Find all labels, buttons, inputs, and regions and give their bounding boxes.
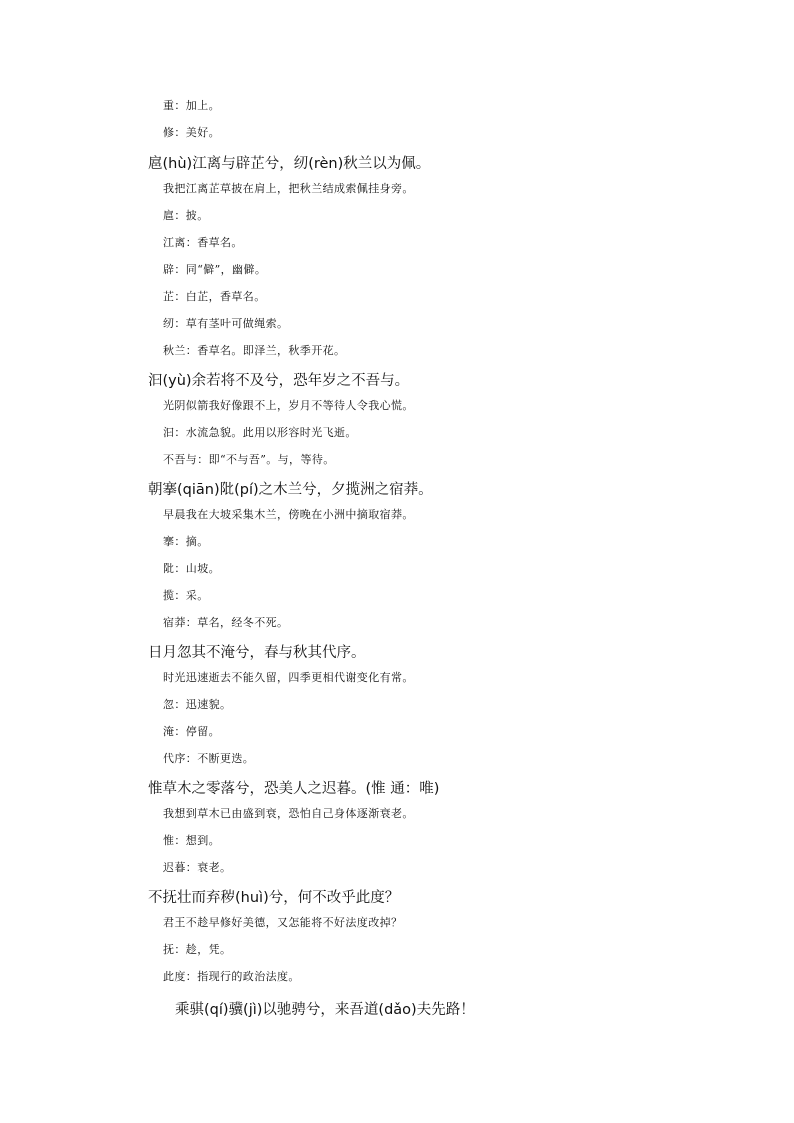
verse-line: 汩(yù)余若将不及兮，恐年岁之不吾与。 — [148, 373, 410, 389]
annotation-line: 淹：停留。 — [163, 725, 220, 738]
annotation-line: 江离：香草名。 — [163, 236, 243, 249]
annotation-line: 不吾与：即“不与吾”。与，等待。 — [163, 453, 335, 466]
annotation-line: 重：加上。 — [163, 99, 220, 112]
annotation-line: 忽：迅速貌。 — [163, 698, 232, 711]
verse-line: 惟草木之零落兮，恐美人之迟暮。(惟 通：唯) — [148, 781, 440, 797]
annotation-line: 光阴似箭我好像跟不上，岁月不等待人令我心慌。 — [163, 399, 414, 412]
annotation-line: 我想到草木已由盛到衰，恐怕自己身体逐渐衰老。 — [163, 807, 414, 820]
annotation-line: 我把江离芷草披在肩上，把秋兰结成索佩挂身旁。 — [163, 182, 414, 195]
annotation-line: 芷：白芷，香草名。 — [163, 290, 266, 303]
verse-line: 朝搴(qiān)阰(pí)之木兰兮，夕揽洲之宿莽。 — [148, 482, 433, 498]
annotation-line: 迟暮：衰老。 — [163, 861, 232, 874]
annotation-line: 修：美好。 — [163, 126, 220, 139]
verse-line: 乘骐(qí)骥(jì)以驰骋兮，来吾道(dǎo)夫先路！ — [175, 1002, 475, 1018]
annotation-line: 代序：不断更迭。 — [163, 752, 255, 765]
annotation-line: 时光迅速逝去不能久留，四季更相代谢变化有常。 — [163, 671, 414, 684]
annotation-line: 扈：披。 — [163, 209, 209, 222]
annotation-line: 辟：同“僻”，幽僻。 — [163, 263, 267, 276]
annotation-line: 汩：水流急貌。此用以形容时光飞逝。 — [163, 426, 357, 439]
annotation-line: 早晨我在大坡采集木兰，傍晚在小洲中摘取宿莽。 — [163, 508, 414, 521]
annotation-line: 君王不趁早修好美德，又怎能将不好法度改掉？ — [163, 916, 403, 929]
verse-line: 扈(hù)江离与辟芷兮，纫(rèn)秋兰以为佩。 — [148, 156, 431, 172]
annotation-line: 秋兰：香草名。即泽兰，秋季开花。 — [163, 344, 346, 357]
verse-line: 日月忽其不淹兮，春与秋其代序。 — [148, 645, 366, 661]
annotation-line: 宿莽：草名，经冬不死。 — [163, 616, 289, 629]
annotation-line: 阰：山坡。 — [163, 562, 220, 575]
annotation-line: 纫：草有茎叶可做绳索。 — [163, 317, 289, 330]
annotation-line: 抚：趁，凭。 — [163, 943, 232, 956]
annotation-line: 搴：摘。 — [163, 535, 209, 548]
annotation-line: 惟：想到。 — [163, 834, 220, 847]
verse-line: 不抚壮而弃秽(huì)兮，何不改乎此度？ — [148, 890, 400, 906]
annotation-line: 此度：指现行的政治法度。 — [163, 970, 300, 983]
annotation-line: 揽：采。 — [163, 589, 209, 602]
